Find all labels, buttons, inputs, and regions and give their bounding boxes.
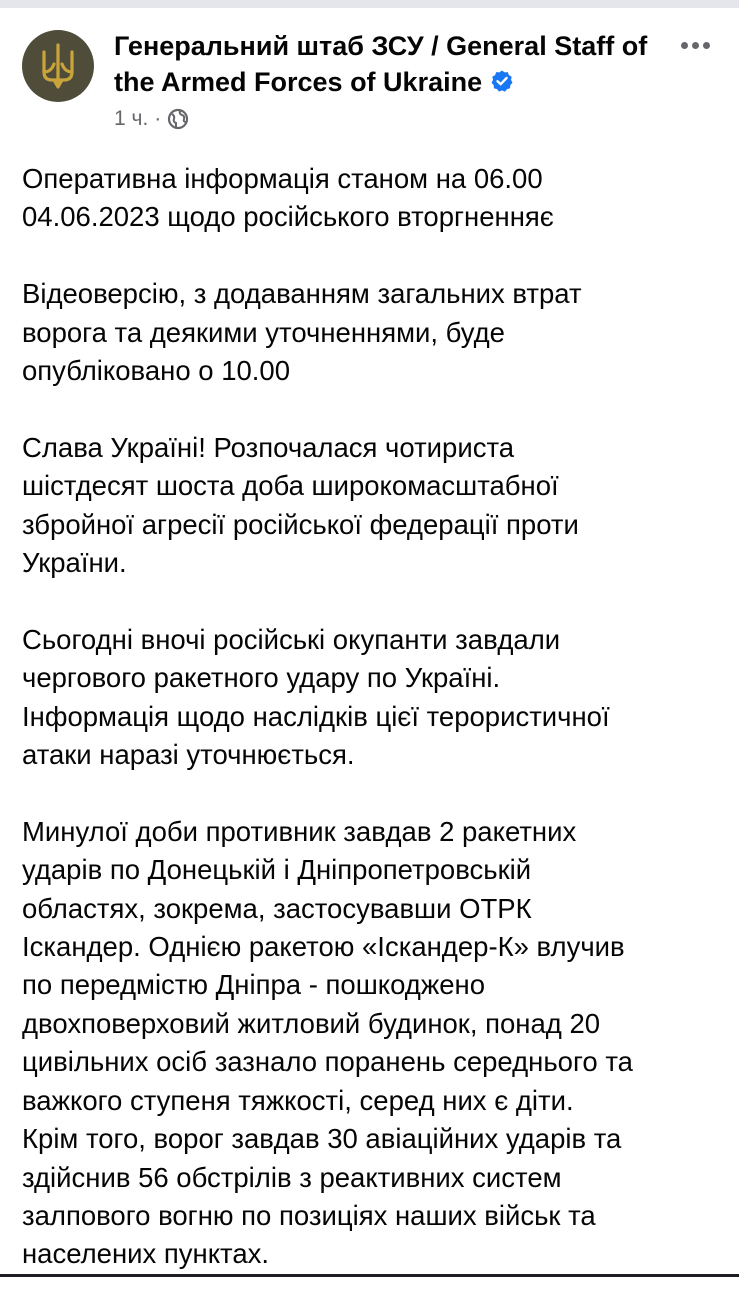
more-options-icon	[692, 42, 699, 49]
post-paragraph: Слава Україні! Розпочалася чотириста шістдесят шоста доба широкомасштабної збройної агресії російської федерації проти України.	[22, 431, 579, 579]
more-options-icon	[703, 42, 710, 49]
post-paragraph: Відеоверсію, з додаванням загальних втрат ворога та деякими уточненнями, буде опубліковано о 10.00	[22, 278, 582, 387]
author-name[interactable]	[114, 28, 654, 100]
post-body	[22, 160, 722, 1312]
globe-icon[interactable]	[167, 108, 189, 130]
verified-badge-icon	[490, 69, 514, 93]
post-paragraph: Сьогодні вночі російські окупанти завдали чергового ракетного удару по Україні. Інформація щодо наслідків цієї терористичної атаки наразі уточнюється.	[22, 623, 610, 771]
page-avatar[interactable]	[22, 30, 94, 102]
more-options-icon	[681, 42, 688, 49]
post-paragraph: Оперативна інформація станом на 06.00 04.06.2023 щодо російського вторгненняє	[22, 163, 554, 233]
author-name-text[interactable]: Генеральний штаб ЗСУ / General Staff of the Armed Forces of Ukraine	[114, 31, 648, 97]
bottom-divider	[0, 1274, 739, 1277]
meta-separator: ·	[154, 107, 162, 130]
post-timestamp[interactable]: 1 ч.	[114, 107, 149, 130]
trident-emblem-icon	[38, 42, 78, 90]
more-options-button[interactable]	[673, 30, 717, 60]
top-divider	[0, 0, 739, 8]
post-meta	[114, 106, 189, 132]
post-header	[0, 8, 739, 148]
post-paragraph: Минулої доби противник завдав 2 ракетних ударів по Донецькій і Дніпропетровській областях, зокрема, застосувавши ОТРК Іскандер. Однією ракетою «Іскандер-К» влучив по передмістю Дніпра - пошкоджено двохповерховий житловий будинок, понад 20 цивільних осіб зазнало поранень середнього та важкого ступеня тяжкості, серед них є діти. Крім того, ворог завдав 30 авіаційних ударів та здійснив 56 обстрілів з реактивних систем залпового вогню по позиціях наших військ та населених пунктах.	[22, 815, 633, 1270]
